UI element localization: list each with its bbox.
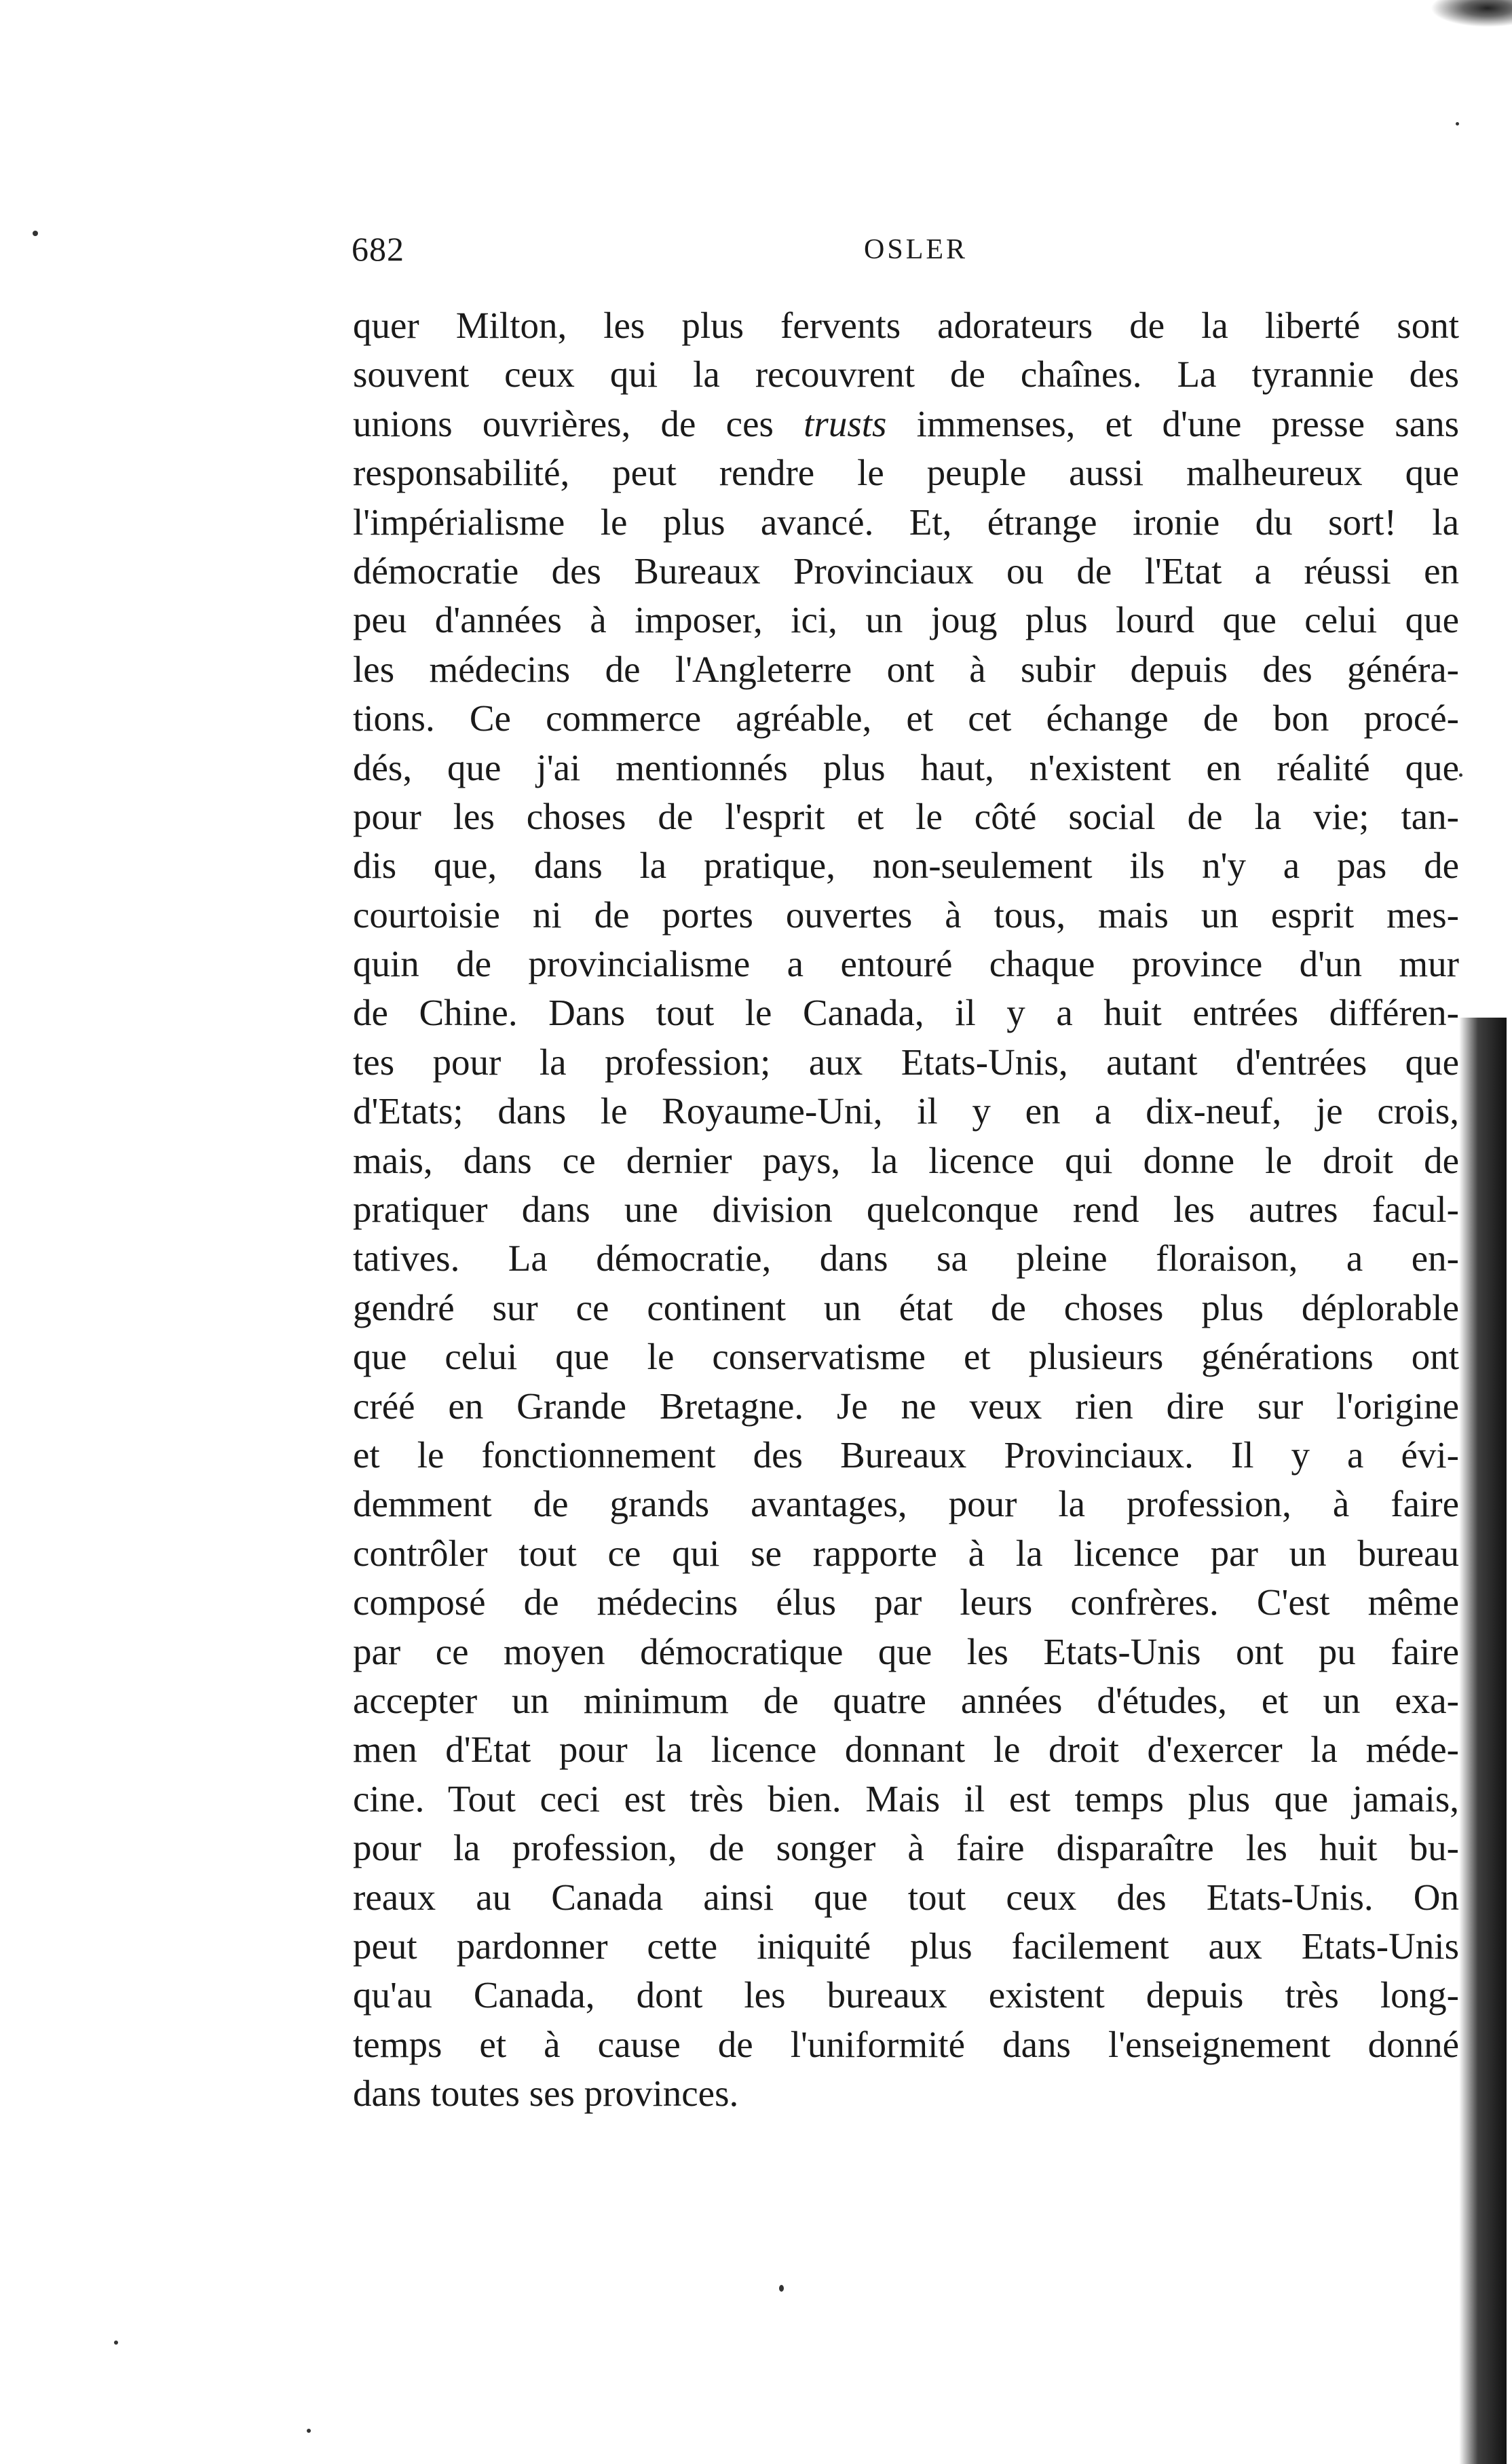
text-line: par ce moyen démocratique que les Etats-Unis ont pu faire [353, 1630, 1459, 1672]
text-line: créé en Grande Bretagne. Je ne veux rien dire sur l'origine [353, 1385, 1459, 1427]
italic-word: trusts [804, 402, 887, 444]
text-line: dans toutes ses provinces. [353, 2073, 739, 2115]
text-line: composé de médecins élus par leurs confrères. C'est même [353, 1581, 1459, 1623]
text-line: responsabilité, peut rendre le peuple aussi malheureux que [353, 452, 1459, 494]
scan-speck [1456, 122, 1459, 126]
text-line: d'Etats; dans le Royaume-Uni, il y en a dix-neuf, je crois, [353, 1090, 1459, 1132]
text-line: tes pour la profession; aux Etats-Unis, autant d'entrées que [353, 1041, 1459, 1083]
text-line: les médecins de l'Angleterre ont à subir depuis des généra- [353, 648, 1459, 690]
text-line: courtoisie ni de portes ouvertes à tous, mais un esprit mes- [353, 893, 1459, 936]
text-line: pour la profession, de songer à faire disparaître les huit bu- [353, 1827, 1459, 1869]
text-line: pratiquer dans une division quelconque rend les autres facul- [353, 1189, 1459, 1231]
text-line: unions ouvrières, de ces trusts immenses, et d'une presse sans [353, 402, 1460, 444]
text-line: contrôler tout ce qui se rapporte à la licence par un bureau [353, 1532, 1459, 1574]
text-line: mais, dans ce dernier pays, la licence qui donne le droit de [353, 1139, 1459, 1181]
text-line: souvent ceux qui la recouvrent de chaînes. La tyrannie des [353, 353, 1459, 396]
text-line: dés, que j'ai mentionnés plus haut, n'existent en réalité que [353, 746, 1459, 788]
text-line: démocratie des Bureaux Provinciaux ou de l'Etat a réussi en [353, 550, 1459, 592]
text-line: reaux au Canada ainsi que tout ceux des Etats-Unis. On [353, 1876, 1459, 1918]
scan-edge-shadow [1459, 1018, 1507, 2464]
text-line: de Chine. Dans tout le Canada, il y a huit entrées différen- [353, 992, 1459, 1034]
text-line: demment de grands avantages, pour la profession, à faire [353, 1483, 1459, 1525]
scan-speck [307, 2429, 311, 2433]
text-line: et le fonctionnement des Bureaux Provinciaux. Il y a évi- [353, 1433, 1459, 1476]
text-line: quin de provincialisme a entouré chaque province d'un mur [353, 943, 1459, 985]
text-line: que celui que le conservatisme et plusieurs générations ont [353, 1336, 1459, 1378]
running-title: OSLER [864, 234, 968, 265]
text-line: gendré sur ce continent un état de choses plus déplorable [353, 1286, 1459, 1328]
text-line: quer Milton, les plus fervents adorateurs de la liberté sont [353, 305, 1459, 346]
running-head [352, 229, 1459, 270]
scan-speck [33, 231, 38, 236]
body-text [353, 301, 1459, 2118]
text-line: qu'au Canada, dont les bureaux existent depuis très long- [353, 1974, 1459, 2016]
text-line: tatives. La démocratie, dans sa pleine floraison, a en- [353, 1237, 1459, 1279]
scan-smudge [1431, 0, 1512, 27]
scan-speck [1459, 773, 1462, 777]
text-line: dis que, dans la pratique, non-seulement ils n'y a pas de [353, 845, 1459, 887]
text-line: l'impérialisme le plus avancé. Et, étrange ironie du sort! la [353, 501, 1459, 543]
text-line: accepter un minimum de quatre années d'études, et un exa- [353, 1679, 1459, 1721]
text-line: cine. Tout ceci est très bien. Mais il est temps plus que jamais, [353, 1777, 1459, 1820]
text-line: peut pardonner cette iniquité plus facilement aux Etats-Unis [353, 1925, 1459, 1967]
scan-speck [779, 2285, 784, 2292]
text-line: pour les choses de l'esprit et le côté social de la vie; tan- [353, 795, 1459, 837]
scan-speck [114, 2341, 118, 2345]
text-line: men d'Etat pour la licence donnant le droit d'exercer la méde- [353, 1729, 1459, 1771]
text-line: temps et à cause de l'uniformité dans l'enseignement donné [353, 2023, 1459, 2065]
text-line: tions. Ce commerce agréable, et cet échange de bon procé- [353, 697, 1459, 739]
text-line: peu d'années à imposer, ici, un joug plus lourd que celui que [353, 599, 1459, 641]
page-number: 682 [352, 230, 404, 268]
